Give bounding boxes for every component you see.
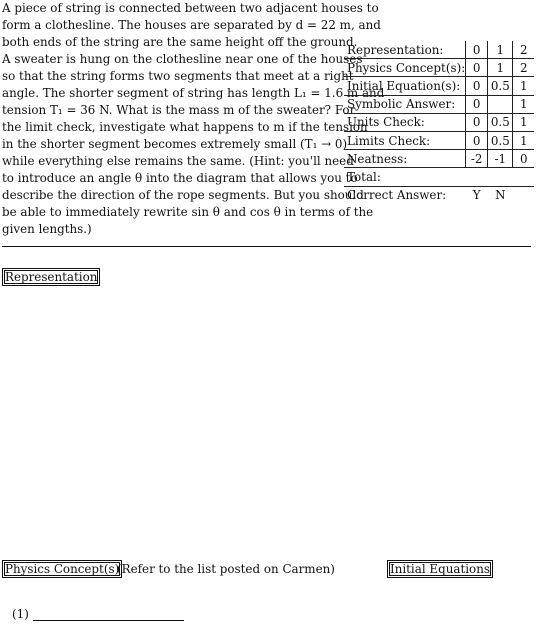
rubric-label: Physics Concept(s):	[344, 59, 466, 77]
initial-equations-heading: Initial Equations	[387, 560, 493, 578]
rubric-score: 0	[466, 131, 488, 149]
rubric-row-symbolic-answer	[344, 95, 534, 113]
rubric-row-units-check	[344, 113, 534, 131]
rubric-score: -1	[488, 150, 513, 168]
problem-line: to introduce an angle θ into the diagram that allows you to	[2, 171, 358, 185]
rubric-row-limits-check	[344, 131, 534, 149]
rubric-score: 1	[488, 41, 513, 59]
rubric-score: 1	[513, 77, 534, 95]
problem-line: be able to immediately rewrite sin θ and cos θ in terms of the	[2, 205, 374, 219]
problem-line: given lengths.)	[2, 222, 92, 236]
problem-line: angle. The shorter segment of string has length L₁ = 1.6 m and	[2, 86, 385, 100]
physics-concepts-note: (Refer to the list posted on Carmen)	[117, 562, 335, 576]
rubric-score: Y	[466, 186, 488, 204]
section-divider	[2, 246, 531, 247]
rubric-row-total	[344, 168, 534, 186]
rubric-score: N	[488, 186, 513, 204]
problem-line: A piece of string is connected between two adjacent houses to	[2, 1, 379, 15]
rubric-score: 0.5	[488, 113, 513, 131]
representation-heading: Representation	[2, 268, 100, 286]
rubric-row-physics-concepts	[344, 59, 534, 77]
rubric-score: 0	[466, 59, 488, 77]
rubric-score: 1	[488, 59, 513, 77]
rubric-score: 0	[466, 77, 488, 95]
rubric-label: Units Check:	[344, 113, 466, 131]
rubric-score: 0	[472, 42, 481, 57]
rubric-score: 2	[513, 41, 534, 59]
rubric-score	[513, 168, 534, 186]
rubric-score: 0	[466, 95, 488, 113]
rubric-row-initial-equations	[344, 77, 534, 95]
rubric-label: Initial Equation(s):	[344, 77, 466, 95]
item-number: (1)	[12, 607, 29, 621]
rubric-score: 1	[513, 131, 534, 149]
problem-line: tension T₁ = 36 N. What is the mass m of the sweater? For	[2, 103, 356, 117]
rubric-label: Representation:	[344, 41, 466, 59]
grading-rubric	[344, 41, 534, 204]
rubric-label: Limits Check:	[344, 131, 466, 149]
physics-concepts-heading: Physics Concept(s)	[2, 560, 122, 578]
rubric-score	[466, 168, 488, 186]
problem-line: while everything else remains the same. (Hint: you'll need	[2, 154, 354, 168]
rubric-score	[513, 186, 534, 204]
rubric-score: 1	[513, 95, 534, 113]
problem-line: both ends of the string are the same height off the ground.	[2, 35, 358, 49]
rubric-score: -2	[466, 150, 488, 168]
problem-line: the limit check, investigate what happens to m if the tension	[2, 120, 368, 134]
problem-line: in the shorter segment becomes extremely small (T₁ → 0)	[2, 137, 348, 151]
rubric-row-representation	[344, 41, 534, 59]
problem-line: form a clothesline. The houses are separated by d = 22 m, and	[2, 18, 381, 32]
rubric-score: 2	[513, 59, 534, 77]
rubric-row-neatness	[344, 150, 534, 168]
answer-blank-line[interactable]	[33, 620, 184, 621]
problem-line: describe the direction of the rope segments. But you should	[2, 188, 364, 202]
rubric-row-correct-answer	[344, 186, 534, 204]
rubric-score: 0	[513, 150, 534, 168]
rubric-label: Total:	[344, 168, 466, 186]
rubric-score: 0.5	[488, 131, 513, 149]
rubric-score	[488, 168, 513, 186]
rubric-label: Symbolic Answer:	[344, 95, 466, 113]
rubric-score	[488, 95, 513, 113]
problem-line: A sweater is hung on the clothesline near one of the houses	[2, 52, 363, 66]
rubric-score: 0	[466, 113, 488, 131]
rubric-score: 1	[513, 113, 534, 131]
rubric-label: Correct Answer:	[344, 186, 466, 204]
rubric-label: Neatness:	[344, 150, 466, 168]
problem-line: so that the string forms two segments that meet at a right	[2, 69, 354, 83]
rubric-score: 0.5	[488, 77, 513, 95]
